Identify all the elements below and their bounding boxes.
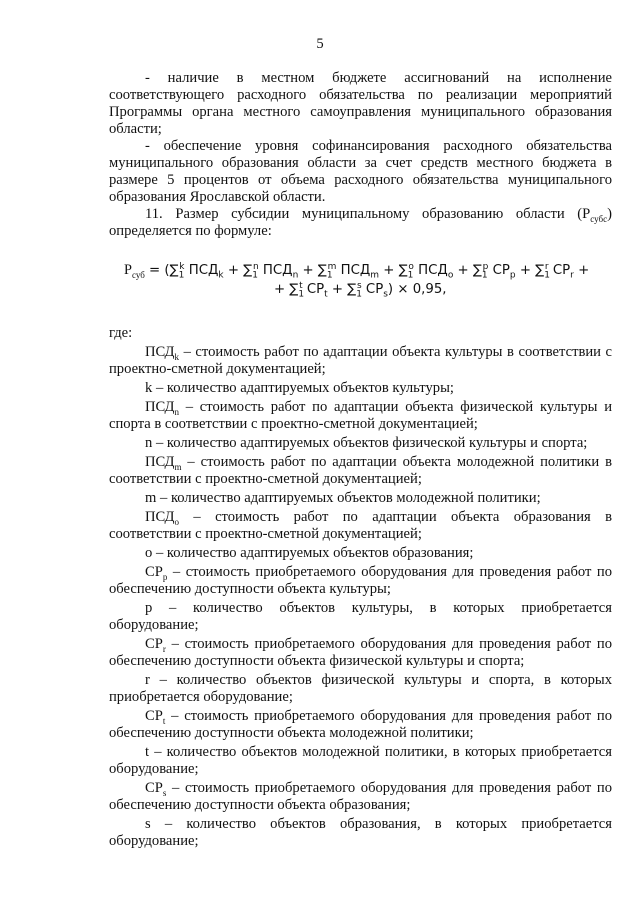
formula-subscript: k [218,270,224,281]
sum-upper-limit: p [482,261,489,272]
sum-symbol: ∑ [317,263,327,278]
formula-symbol: СР [548,263,571,278]
definition-text: – стоимость приобретаемого оборудования для проведения работ по обеспечению доступности объекта физической культуры и спорта; [109,636,612,669]
sum-lower-limit: 1 [178,270,185,281]
definition-text: – стоимость работ по адаптации объекта образования в соответствии с проектно-сметной документацией; [109,509,612,542]
sum-symbol: ∑ [169,263,179,278]
sum-symbol: ∑ [347,282,357,297]
formula-operator: + [223,263,244,278]
definition-subscript: m [174,461,182,472]
paragraph-text: ) определяется по формуле: [109,206,612,239]
sum-symbol: ∑ [535,263,545,278]
sum-upper-limit: k [179,261,185,272]
formula-tail: ) × 0,95, [387,282,447,297]
formula-eq: = ( [144,263,170,278]
definition-symbol: ПСД [145,399,175,415]
subscript: субс [590,213,608,224]
definition-item [109,435,612,452]
formula-lhs: Р [124,262,132,278]
formula-operator: + [573,263,590,278]
sum-upper-limit: s [356,280,362,291]
definition-text: – количество адаптируемых объектов образования; [152,545,474,561]
sum-symbol: ∑ [289,282,299,297]
where-label: где: [109,325,133,341]
formula-subscript: o [447,270,454,281]
definition-item [109,380,612,397]
definition-symbol: СР [145,780,163,796]
definition-symbol: СР [145,636,163,652]
formula-symbol: СР [361,282,384,297]
definition-item [109,816,612,850]
paragraph: - наличие в местном бюджете ассигнований на исполнение соответствующего расходного обязательства по реализации мероприятий Программы органа местного самоуправления муниципального образования области; [109,70,612,137]
definition-subscript: n [174,406,180,417]
sum-upper-limit: o [408,261,414,272]
formula-symbol: СР [488,263,510,278]
paragraph: - обеспечение уровня софинансирования расходного обязательства муниципального образования области за счет средств местного бюджета в размере 5 процентов от объема расходного обязательства муниципального образования Ярославской области. [109,138,612,205]
definition-symbol: n [145,435,153,451]
definition-symbol: s [145,816,151,832]
definition-item [109,509,612,543]
definition-text: – стоимость приобретаемого оборудования для проведения работ по обеспечению доступности объекта образования; [109,780,612,813]
formula-subscript: m [370,270,380,281]
formula-line [109,261,612,280]
definition-text: – стоимость работ по адаптации объекта молодежной политики в соответствии с проектно-сметной документацией; [109,454,612,487]
definition-subscript: r [162,643,166,654]
definition-text: – стоимость приобретаемого оборудования для проведения работ по обеспечению доступности объекта культуры; [109,564,612,597]
definition-symbol: r [145,672,150,688]
formula-operator: + [298,263,318,278]
definition-text: – стоимость приобретаемого оборудования для проведения работ по обеспечению доступности объекта молодежной политики; [109,708,612,741]
formula-subscript: n [292,270,299,281]
definition-subscript: p [162,571,168,582]
definition-subscript: k [174,351,180,362]
definition-text: – количество объектов молодежной политики, в которых приобретается оборудование; [109,744,612,777]
definition-item [109,564,612,598]
body-text [109,70,612,240]
definition-symbol: ПСД [145,344,175,360]
definition-item [109,490,612,507]
definition-symbol: ПСД [145,454,175,470]
formula-plus: + [274,282,290,297]
definition-text: – количество адаптируемых объектов молодежной политики; [156,490,541,506]
definition-symbol: k [145,380,153,396]
sum-lower-limit: 1 [544,270,550,281]
sum-lower-limit: 1 [407,270,414,281]
definition-text: – стоимость работ по адаптации объекта физической культуры и спорта в соответствии с проектно-сметной документацией; [109,399,612,432]
definition-text: – количество адаптируемых объектов физической культуры и спорта; [152,435,588,451]
formula-symbol: ПСД [184,263,219,278]
definition-item [109,672,612,706]
formula-terms [169,261,590,281]
formula-terms [289,280,388,300]
subsidy-formula [109,261,612,299]
paragraph [109,206,612,240]
sum-lower-limit: 1 [356,289,362,300]
sum-upper-limit: r [544,261,549,272]
formula-lhs-sub: суб [131,269,145,280]
definition-text: – стоимость работ по адаптации объекта культуры в соответствии с проектно-сметной документацией; [109,344,612,377]
definitions [109,325,612,852]
definition-symbol: ПСД [145,509,175,525]
definition-symbol: t [145,744,150,760]
definition-item [109,636,612,670]
sum-symbol: ∑ [472,263,482,278]
definition-item [109,780,612,814]
definition-symbol: m [145,490,157,506]
paragraph-text: 11. Размер субсидии муниципальному образованию области (Р [145,206,591,222]
formula-subscript: p [509,270,516,281]
sum-symbol: ∑ [398,263,408,278]
page-number: 5 [316,36,324,52]
definition-item [109,744,612,778]
formula-subscript: r [570,270,574,281]
sum-lower-limit: 1 [481,270,488,281]
formula-operator: + [327,282,348,297]
formula-line [109,280,612,299]
definition-subscript: o [174,516,180,527]
definition-text: – количество объектов образования, в которых приобретается оборудование; [109,816,612,849]
formula-operator: + [515,263,536,278]
definition-item [109,399,612,433]
definition-subscript: s [162,787,167,798]
formula-symbol: ПСД [413,263,448,278]
definition-item [109,600,612,634]
definition-text: – количество адаптируемых объектов культуры; [152,380,454,396]
definition-symbol: p [145,600,153,616]
formula-operator: + [379,263,399,278]
definition-subscript: t [162,715,166,726]
definition-symbol: СР [145,564,163,580]
definition-item [109,545,612,562]
sum-lower-limit: 1 [326,270,333,281]
sum-upper-limit: t [299,280,303,291]
definition-item [109,454,612,488]
sum-symbol: ∑ [243,263,253,278]
formula-symbol: ПСД [336,263,371,278]
sum-upper-limit: n [252,261,259,272]
definition-symbol: о [145,545,153,561]
formula-subscript: s [383,289,388,300]
formula-operator: + [453,263,473,278]
definition-text: – количество объектов культуры, в которых приобретается оборудование; [109,600,612,633]
sum-upper-limit: m [327,261,337,272]
definition-item [109,708,612,742]
sum-lower-limit: 1 [252,270,258,281]
formula-subscript: t [324,289,328,300]
formula-symbol: ПСД [258,263,293,278]
formula-symbol: СР [302,282,325,297]
definition-text: – количество объектов физической культуры и спорта, в которых приобретается оборудование; [109,672,612,705]
definition-item [109,344,612,378]
sum-lower-limit: 1 [298,289,305,300]
definition-list [109,344,612,850]
definition-symbol: СР [145,708,163,724]
